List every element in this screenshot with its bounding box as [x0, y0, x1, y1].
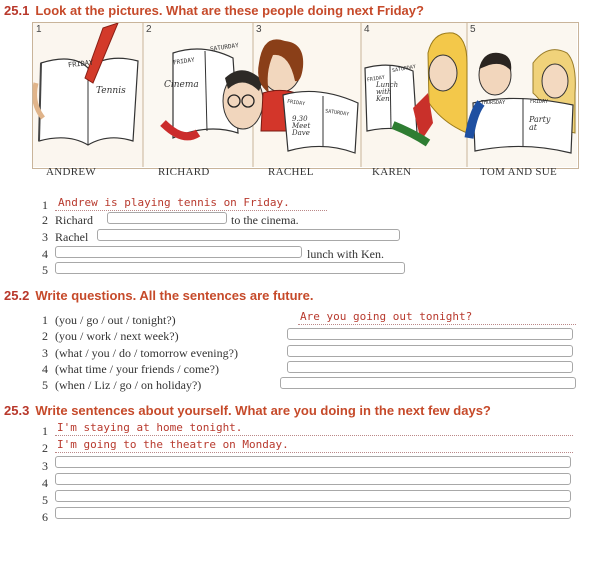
diary-entry: Lunch: [376, 81, 399, 89]
answer-box-2-4[interactable]: [287, 361, 573, 373]
exercise-25-1-heading: [4, 3, 424, 18]
item-number: 1: [42, 198, 48, 212]
andrew-diary-entry: [96, 86, 126, 96]
karen-diary-entry: [376, 82, 398, 103]
answer-box-2-3[interactable]: [287, 345, 573, 357]
diary-day-label: FRIDAY: [530, 99, 549, 105]
example-answer: Are you going out tonight?: [300, 310, 473, 323]
exercise-instruction: Look at the pictures. What are these people doing next Friday?: [35, 3, 424, 18]
diary-entry: Dave: [292, 129, 310, 137]
answer-box-1-5[interactable]: [55, 262, 405, 274]
question-prompt: (what / you / do / tomorrow evening?): [55, 346, 238, 360]
item-number: 1: [42, 424, 48, 438]
answer-box-1-4[interactable]: [55, 246, 302, 258]
picture-number: 2: [146, 24, 152, 35]
diary-day-label: SATURDAY: [209, 42, 240, 53]
picture-number: 3: [256, 24, 262, 35]
diary-day-label: FRIDAY: [366, 74, 386, 84]
answer-box-2-2[interactable]: [287, 328, 573, 340]
picture-label-tom-and-sue: TOM AND SUE: [480, 166, 558, 178]
diary-entry: Cinema: [164, 80, 199, 90]
item-number: 2: [42, 329, 48, 343]
item-number: 2: [42, 213, 48, 227]
item-number: 4: [42, 476, 48, 490]
tom-sue-diary-day-2: [530, 99, 548, 105]
item-subject: Richard: [55, 213, 93, 227]
answer-dotted-line: [298, 324, 576, 325]
item-ending: to the cinema.: [231, 213, 299, 227]
exercise-25-3-heading: [4, 403, 491, 418]
answer-box-1-3[interactable]: [97, 229, 400, 241]
diary-entry: Meet: [292, 122, 311, 130]
example-answer: I'm staying at home tonight.: [57, 421, 243, 434]
exercise-instruction: Write questions. All the sentences are future.: [35, 288, 314, 303]
picture-label-richard: RICHARD: [158, 166, 210, 178]
tom-sue-diary-entry: [529, 116, 550, 132]
diary-day-label: SATURDAY: [391, 63, 417, 75]
item-number: 5: [42, 263, 48, 277]
item-number: 3: [42, 459, 48, 473]
diary-day-label: SATURDAY: [324, 108, 350, 118]
picture-number: 4: [364, 24, 370, 35]
diary-entry: Party: [529, 115, 551, 124]
exercise-instruction: Write sentences about yourself. What are you doing in the next few days?: [35, 403, 491, 418]
question-prompt: (what time / your friends / come?): [55, 362, 219, 376]
answer-box-3-4[interactable]: [55, 473, 571, 485]
picture-label-karen: KAREN: [372, 166, 412, 178]
item-number: 3: [42, 230, 48, 244]
item-number: 4: [42, 247, 48, 261]
answer-box-3-5[interactable]: [55, 490, 571, 502]
picture-number: 1: [36, 24, 42, 35]
diary-entry: Ken: [376, 95, 390, 103]
picture-number: 5: [470, 24, 476, 35]
answer-dotted-line: [55, 435, 573, 436]
example-answer: I'm going to the theatre on Monday.: [57, 438, 289, 451]
item-number: 2: [42, 441, 48, 455]
diary-day-label: FRIDAY: [286, 98, 306, 108]
item-number: 1: [42, 313, 48, 327]
diary-day-label: FRIDAY: [172, 56, 196, 67]
richard-diary-entry: [164, 80, 199, 90]
diary-day-label: THURSDAY: [481, 100, 506, 106]
item-number: 5: [42, 378, 48, 392]
item-number: 5: [42, 493, 48, 507]
question-prompt: (when / Liz / go / on holiday?): [55, 378, 202, 392]
diary-entry: Tennis: [96, 86, 126, 96]
answer-box-3-3[interactable]: [55, 456, 571, 468]
item-number: 4: [42, 362, 48, 376]
exercise-number: 25.1: [4, 3, 30, 18]
answer-dotted-line: [55, 210, 327, 211]
item-number: 6: [42, 510, 48, 524]
diary-entry: at: [529, 123, 537, 132]
answer-dotted-line: [55, 452, 573, 453]
example-answer: Andrew is playing tennis on Friday.: [58, 196, 290, 209]
item-ending: lunch with Ken.: [307, 247, 384, 261]
item-subject: Rachel: [55, 230, 89, 244]
item-number: 3: [42, 346, 48, 360]
answer-box-2-5[interactable]: [280, 377, 576, 389]
diary-day-label: FRIDAY: [67, 58, 94, 70]
answer-box-1-2[interactable]: [107, 212, 227, 224]
exercise-number: 25.2: [4, 288, 30, 303]
answer-box-3-6[interactable]: [55, 507, 571, 519]
picture-label-andrew: ANDREW: [46, 166, 97, 178]
rachel-diary-entry: [292, 116, 310, 137]
diary-entry: 9.30: [292, 115, 308, 123]
tom-sue-diary-day-1: [481, 100, 505, 106]
exercise-25-2-heading: [4, 288, 313, 303]
question-prompt: (you / go / out / tonight?): [55, 313, 176, 327]
diary-entry: with: [376, 88, 392, 96]
question-prompt: (you / work / next week?): [55, 329, 179, 343]
exercise-number: 25.3: [4, 403, 30, 418]
picture-label-rachel: RACHEL: [268, 166, 314, 178]
